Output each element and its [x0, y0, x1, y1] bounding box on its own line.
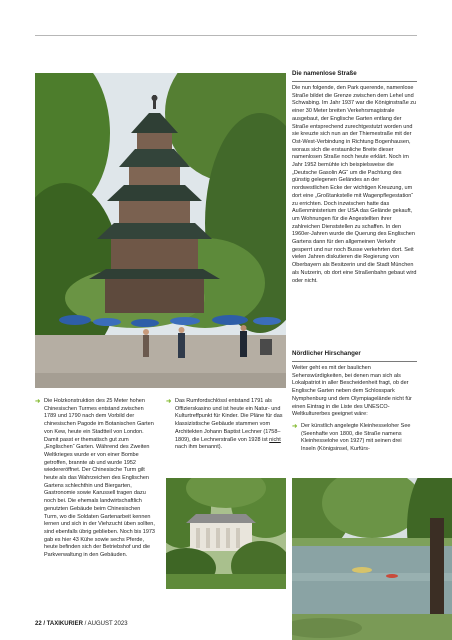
- section-noerdlicher-hirschanger: [292, 350, 417, 454]
- arrow-icon: ➜: [166, 398, 172, 405]
- section-namenlose-strasse: [292, 70, 417, 285]
- page-footer: 22 / TAXIKURIER / AUGUST 2023: [35, 621, 128, 627]
- bullet-text-end: nach ihm benannt).: [175, 444, 223, 451]
- chinese-tower-photo: [35, 73, 286, 388]
- column-middle: [166, 398, 286, 452]
- bullet-text-emphasis: nicht: [269, 436, 281, 443]
- arrow-icon: ➜: [292, 422, 298, 430]
- bullet-text-start: Das Rumfordschlössl entstand 1791 als Offizierskasino und ist heute ein Natur- und Kulturtreffpunkt für Kinder. Die Pläne für das klassizistische Gebäude stammen vom Architekten Johann Baptist Lechner (1758–1809), die Lechnerstraße von 1928 ist: [175, 398, 283, 443]
- section-rule: [292, 361, 417, 362]
- section-heading: Die namenlose Straße: [292, 70, 357, 77]
- kleinhesseloher-see-photo: [292, 478, 452, 640]
- section-body: Die nun folgende, den Park querende, namenlose Straße bildet die Grenze zwischen dem Lehel und Schwabing. Im Jahr 1937 war die Königinstraße zu einer 30 Meter breiten Verkehrsmagistrale ausgebaut, der Englische Garten entlang der Straße entsprechend zurechtgestutzt worden und sie kreuzte sich nun an der Thiemestraße mit der Ost-West-Verbindung in Richtung Bogenhausen, woraus sich die erstaunliche Breite dieser namenlosen Straße noch heute erklärt. Noch im Jahr 1952 bemühte ich beispielsweise die „Deutsche Gasolin AG“ um die Pachtung des günstig gelegenen Geländes an der nordwestlichen Ecke der wichtigen Kreuzung, um dort eine „Großtankstelle mit Wagenpflegestation“ zu errichten. Doch inzwischen hatte das Außenministerium der USA das Gelände gekauft, um Wohnungen für die Angestellten ihrer zahlreichen Dienststellen zu schaffen. In den 1960er-Jahren wurde die Querung des Englischen Gartens dann für den allgemeinen Verkehr gesperrt und nur noch Busse verkehrten dort. Seit vielen Jahren diskutieren die Regierung von Oberbayern als Besitzerin und die Stadt München als Nutzerin, ob dort eine Straßenbahn gebaut wird oder nicht.: [292, 85, 417, 284]
- section-rule: [292, 81, 417, 82]
- top-rule: [35, 35, 417, 36]
- bullet-item: [35, 398, 155, 560]
- bullet-item: [166, 398, 286, 452]
- column-left: [35, 398, 155, 560]
- section-body: Weiter geht es mit der baulichen Sehenswürdigkeiten, bei denen man sich als Lokalpatriot in aller Bescheidenheit fragt, ob der Englische Garten neben dem Schlosspark Nymphenburg und dem Olympiagelände nicht für einen Eintrag in die Liste des UNESCO-Weltkulturerbes geeignet wäre:: [292, 365, 412, 418]
- magazine-name: TAXIKURIER: [46, 621, 83, 627]
- bullet-text: Der künstlich angelegte Kleinhesseloher See (Seenhafte von 1800, die Straße namens Kleinhesselohe von 1927) mit seinen drei Inseln (Königsinsel, Kurfürs-: [301, 422, 411, 453]
- issue-date: AUGUST 2023: [87, 621, 128, 627]
- rumfordschloessl-photo: [166, 478, 286, 589]
- bullet-text: Die Holzkonstruktion des 25 Meter hohen Chinesischen Turmes entstand zwischen 1789 und 1790 nach dem Vorbild der chinesischen Pagode im Botanischen Garten von Kew, heute ein Stadtteil von London. Damit passt er thematisch gut zum „Englischen“ Garten. Während des Zweiten Weltkrieges wurde er von einer Bombe getroffen, brannte ab und wurde 1952 wiedereröffnet. Der Chinesische Turm gilt heute als das Wahrzeichen des Englischen Gartens schlechthin und Biergarten, Gastronomie sowie Karussell tragen dazu noch bei. Die ehemals landwirtschaftlich genutzten Gebäude beim Chinesischen Turm, wo die Soldaten Gartenarbeit kennen lernen und sich in der Viehzucht üben sollten, sind ebenfalls übrig geblieben. Noch bis 1973 gab es hier 43 Kühe sowie sechs Pferde, heute befinden sich der Betriebshof und die Parkverwaltung in den Gebäuden.: [44, 398, 155, 559]
- page-number: 22: [35, 621, 42, 627]
- arrow-icon: ➜: [35, 398, 41, 405]
- bullet-item: [292, 423, 417, 454]
- section-heading: Nördlicher Hirschanger: [292, 350, 361, 357]
